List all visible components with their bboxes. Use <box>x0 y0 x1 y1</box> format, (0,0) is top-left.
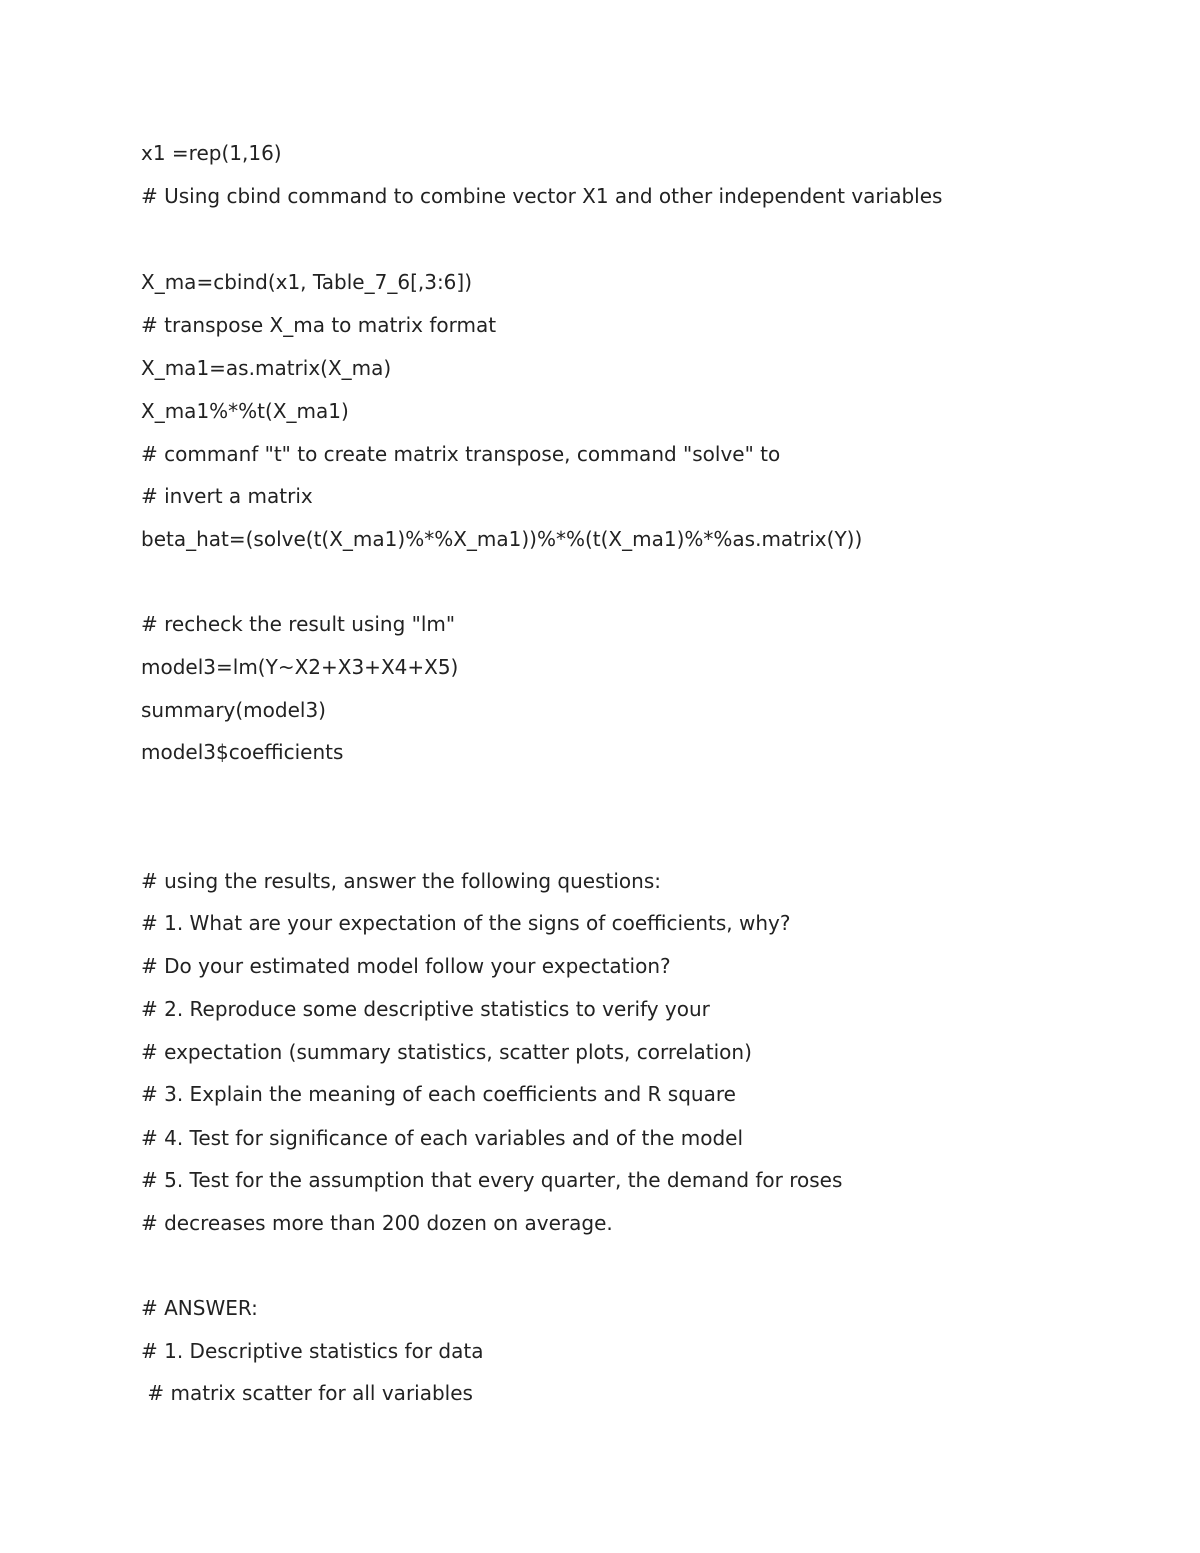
comment-line: # recheck the result using "lm" <box>141 612 456 636</box>
comment-line: # using the results, answer the following questions: <box>141 869 661 893</box>
comment-line: # matrix scatter for all variables <box>141 1381 473 1405</box>
comment-line: # commanf "t" to create matrix transpose, command "solve" to <box>141 442 781 466</box>
comment-line: # 1. What are your expectation of the signs of coefficients, why? <box>141 911 791 935</box>
comment-line: # 3. Explain the meaning of each coefficients and R square <box>141 1082 736 1106</box>
code-line: X_ma=cbind(x1, Table_7_6[,3:6]) <box>141 270 473 294</box>
comment-line: # 1. Descriptive statistics for data <box>141 1339 484 1363</box>
comment-line: # expectation (summary statistics, scatter plots, correlation) <box>141 1040 752 1064</box>
comment-line: # invert a matrix <box>141 484 313 508</box>
comment-line: # ANSWER: <box>141 1296 258 1320</box>
comment-line: # Using cbind command to combine vector X1 and other independent variables <box>141 184 943 208</box>
comment-line: # Do your estimated model follow your expectation? <box>141 954 671 978</box>
comment-line: # 4. Test for significance of each variables and of the model <box>141 1126 744 1150</box>
code-line: X_ma1=as.matrix(X_ma) <box>141 356 392 380</box>
code-line: beta_hat=(solve(t(X_ma1)%*%X_ma1))%*%(t(X_ma1)%*%as.matrix(Y)) <box>141 527 863 551</box>
comment-line: # 2. Reproduce some descriptive statistics to verify your <box>141 997 710 1021</box>
code-line: X_ma1%*%t(X_ma1) <box>141 399 349 423</box>
code-line: model3$coefficients <box>141 740 344 764</box>
code-line: model3=lm(Y~X2+X3+X4+X5) <box>141 655 459 679</box>
code-line: summary(model3) <box>141 698 326 722</box>
comment-line: # transpose X_ma to matrix format <box>141 313 497 337</box>
code-line: x1 =rep(1,16) <box>141 141 282 165</box>
comment-line: # decreases more than 200 dozen on average. <box>141 1211 613 1235</box>
comment-line: # 5. Test for the assumption that every quarter, the demand for roses <box>141 1168 843 1192</box>
